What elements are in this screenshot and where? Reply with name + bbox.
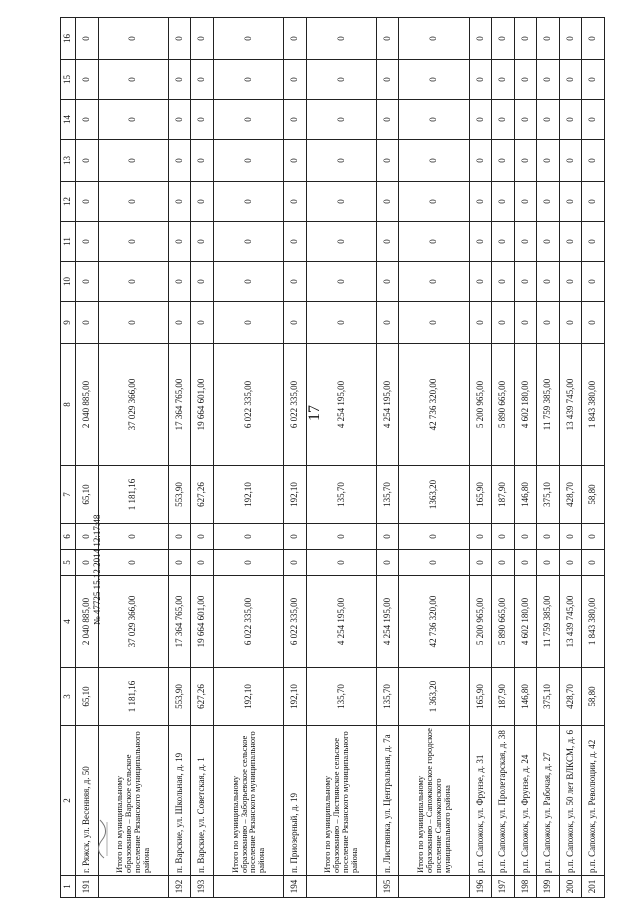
column-header: 10 bbox=[61, 262, 76, 302]
table-cell: 0 bbox=[399, 182, 469, 222]
table-cell: 0 bbox=[306, 302, 376, 344]
table-cell: 0 bbox=[213, 262, 283, 302]
table-cell: 13 439 745,00 bbox=[559, 576, 582, 668]
table-cell: 0 bbox=[514, 222, 537, 262]
table-row bbox=[284, 18, 307, 898]
table-cell: 0 bbox=[168, 222, 191, 262]
table-cell: 0 bbox=[284, 222, 307, 262]
table-cell: 11 759 385,00 bbox=[537, 576, 560, 668]
table-cell: 58,80 bbox=[582, 466, 605, 524]
table-cell: 0 bbox=[582, 302, 605, 344]
table-cell: 4 602 180,00 bbox=[514, 576, 537, 668]
table-cell: 0 bbox=[492, 140, 515, 182]
table-cell: 192,10 bbox=[213, 668, 283, 726]
table-cell: 135,70 bbox=[306, 668, 376, 726]
table-cell: 0 bbox=[376, 524, 399, 550]
table-cell: 194 bbox=[284, 876, 307, 898]
table-cell: 42 736 320,00 bbox=[399, 576, 469, 668]
table-cell: 0 bbox=[537, 60, 560, 100]
table-cell: 0 bbox=[492, 100, 515, 140]
table-cell: 0 bbox=[559, 100, 582, 140]
table-cell: 0 bbox=[284, 140, 307, 182]
table-cell: р.п. Сапожок, ул. Пролетарская, д. 38 bbox=[492, 726, 515, 876]
table-cell: 0 bbox=[399, 140, 469, 182]
column-header: 1 bbox=[61, 876, 76, 898]
table-cell: 1 181,16 bbox=[98, 668, 168, 726]
table-cell: 1 363,20 bbox=[399, 668, 469, 726]
table-cell: 0 bbox=[98, 18, 168, 60]
table-cell: 0 bbox=[376, 550, 399, 576]
table-cell: 58,80 bbox=[582, 668, 605, 726]
table-cell: 0 bbox=[469, 550, 492, 576]
table-cell: р.п. Сапожок, ул. Рабочая, д. 27 bbox=[537, 726, 560, 876]
data-table-wrapper bbox=[60, 18, 605, 898]
column-header: 4 bbox=[61, 576, 76, 668]
table-cell: 0 bbox=[582, 222, 605, 262]
table-cell: 553,90 bbox=[168, 668, 191, 726]
table-cell: 37 029 366,00 bbox=[98, 344, 168, 466]
table-cell: 0 bbox=[559, 60, 582, 100]
table-cell: 0 bbox=[514, 182, 537, 222]
table-cell: 0 bbox=[582, 262, 605, 302]
table-cell: 0 bbox=[213, 550, 283, 576]
table-cell: 0 bbox=[76, 262, 99, 302]
table-cell: 0 bbox=[76, 18, 99, 60]
table-cell: 627,26 bbox=[191, 668, 214, 726]
table-cell: 0 bbox=[559, 550, 582, 576]
table-cell: 0 bbox=[399, 18, 469, 60]
table-cell: 0 bbox=[306, 100, 376, 140]
table-cell: 0 bbox=[191, 222, 214, 262]
table-cell bbox=[306, 876, 376, 898]
table-cell: р.п. Сапожок, ул. Революции, д. 42 bbox=[582, 726, 605, 876]
table-cell: 0 bbox=[284, 60, 307, 100]
table-cell: 0 bbox=[537, 140, 560, 182]
table-cell: 0 bbox=[537, 302, 560, 344]
table-cell: 0 bbox=[306, 524, 376, 550]
table-cell bbox=[213, 876, 283, 898]
column-header: 2 bbox=[61, 726, 76, 876]
table-cell: 6 022 335,00 bbox=[213, 344, 283, 466]
table-cell: 0 bbox=[582, 60, 605, 100]
table-cell: 197 bbox=[492, 876, 515, 898]
footer-registration: № 47725 15.12.2014 12:17:48 bbox=[92, 514, 102, 625]
column-header: 8 bbox=[61, 344, 76, 466]
table-cell: 375,10 bbox=[537, 466, 560, 524]
page-number: 17 bbox=[306, 405, 323, 421]
table-cell: 0 bbox=[514, 18, 537, 60]
table-cell: 0 bbox=[399, 524, 469, 550]
column-header: 12 bbox=[61, 182, 76, 222]
table-cell: 0 bbox=[191, 18, 214, 60]
table-cell: 0 bbox=[492, 302, 515, 344]
table-cell: 0 bbox=[76, 60, 99, 100]
table-cell: 0 bbox=[399, 100, 469, 140]
table-cell: 0 bbox=[537, 524, 560, 550]
table-cell: 0 bbox=[537, 18, 560, 60]
table-cell: 0 bbox=[399, 550, 469, 576]
table-cell bbox=[399, 876, 469, 898]
table-cell: 0 bbox=[213, 140, 283, 182]
table-cell: 19 664 601,00 bbox=[191, 344, 214, 466]
table-cell: 5 890 665,00 bbox=[492, 576, 515, 668]
table-cell: 0 bbox=[376, 18, 399, 60]
table-cell: 0 bbox=[284, 524, 307, 550]
table-cell: 192,10 bbox=[284, 466, 307, 524]
table-cell: п. Приозерный, д. 19 bbox=[284, 726, 307, 876]
table-cell: 37 029 366,00 bbox=[98, 576, 168, 668]
table-cell: 0 bbox=[191, 182, 214, 222]
table-cell: 0 bbox=[376, 262, 399, 302]
table-cell: 0 bbox=[559, 18, 582, 60]
table-cell: 146,80 bbox=[514, 668, 537, 726]
table-row bbox=[559, 18, 582, 898]
data-table bbox=[60, 17, 605, 898]
table-cell: 5 200 965,00 bbox=[469, 576, 492, 668]
table-cell: 0 bbox=[98, 100, 168, 140]
table-cell: 0 bbox=[168, 182, 191, 222]
table-cell: 0 bbox=[537, 182, 560, 222]
table-cell: 146,80 bbox=[514, 466, 537, 524]
table-cell: 0 bbox=[469, 302, 492, 344]
table-cell: 0 bbox=[376, 100, 399, 140]
table-cell: 1363,20 bbox=[399, 466, 469, 524]
table-cell: 0 bbox=[514, 100, 537, 140]
table-cell: п. Варские, ул. Советская, д. 1 bbox=[191, 726, 214, 876]
table-cell: 0 bbox=[76, 182, 99, 222]
table-cell: 0 bbox=[514, 302, 537, 344]
table-cell: 0 bbox=[537, 550, 560, 576]
table-row bbox=[213, 18, 283, 898]
table-cell: 5 890 665,00 bbox=[492, 344, 515, 466]
table-cell: 0 bbox=[306, 262, 376, 302]
table-cell: 6 022 335,00 bbox=[284, 576, 307, 668]
table-cell: 0 bbox=[514, 262, 537, 302]
table-cell: 0 bbox=[492, 18, 515, 60]
column-header: 14 bbox=[61, 100, 76, 140]
table-cell: 0 bbox=[376, 60, 399, 100]
table-row bbox=[537, 18, 560, 898]
table-cell: 0 bbox=[582, 100, 605, 140]
table-cell: 0 bbox=[191, 550, 214, 576]
table-cell: 1 843 380,00 bbox=[582, 344, 605, 466]
table-cell: 0 bbox=[399, 222, 469, 262]
table-cell bbox=[98, 876, 168, 898]
table-cell: 0 bbox=[469, 222, 492, 262]
table-cell: 0 bbox=[514, 524, 537, 550]
table-cell: 0 bbox=[191, 60, 214, 100]
table-cell: 0 bbox=[284, 262, 307, 302]
table-cell: 19 664 601,00 bbox=[191, 576, 214, 668]
table-row bbox=[469, 18, 492, 898]
table-cell: 0 bbox=[537, 100, 560, 140]
table-cell: 135,70 bbox=[376, 466, 399, 524]
table-cell: г. Ряжск, ул. Весенняя, д. 50 bbox=[76, 726, 99, 876]
table-cell: 5 200 965,00 bbox=[469, 344, 492, 466]
table-cell: Итого по муниципальному образованию – Варское сельское поселение Рязанского муниципального района bbox=[98, 726, 168, 876]
table-cell: 0 bbox=[469, 100, 492, 140]
table-cell: 0 bbox=[492, 182, 515, 222]
table-cell: 1 181,16 bbox=[98, 466, 168, 524]
table-cell: 428,70 bbox=[559, 466, 582, 524]
table-cell: 42 736 320,00 bbox=[399, 344, 469, 466]
table-cell: Итого по муниципальному образованию – Заборьевское сельское поселение Рязанского муниципального района bbox=[213, 726, 283, 876]
table-cell: 0 bbox=[168, 18, 191, 60]
table-cell: 6 022 335,00 bbox=[284, 344, 307, 466]
table-cell: 4 254 195,00 bbox=[376, 344, 399, 466]
table-cell: 0 bbox=[98, 60, 168, 100]
table-cell: 0 bbox=[98, 524, 168, 550]
table-cell: 6 022 335,00 bbox=[213, 576, 283, 668]
table-cell: 0 bbox=[514, 550, 537, 576]
table-body bbox=[76, 18, 605, 898]
table-cell: 135,70 bbox=[306, 466, 376, 524]
table-cell: 0 bbox=[306, 60, 376, 100]
table-cell: 1 843 380,00 bbox=[582, 576, 605, 668]
table-cell: 198 bbox=[514, 876, 537, 898]
table-cell: 0 bbox=[514, 60, 537, 100]
table-cell: 0 bbox=[376, 182, 399, 222]
stamp-logo-icon bbox=[92, 818, 110, 860]
table-cell: 0 bbox=[98, 302, 168, 344]
table-cell: 196 bbox=[469, 876, 492, 898]
table-cell: 0 bbox=[306, 550, 376, 576]
table-cell: 0 bbox=[168, 60, 191, 100]
table-cell: 195 bbox=[376, 876, 399, 898]
table-cell: 553,90 bbox=[168, 466, 191, 524]
table-cell: п. Варские, ул. Школьная, д. 19 bbox=[168, 726, 191, 876]
table-cell: 2 040 885,00 bbox=[76, 344, 99, 466]
table-cell: 428,70 bbox=[559, 668, 582, 726]
table-cell: 0 bbox=[213, 524, 283, 550]
table-cell: 0 bbox=[376, 140, 399, 182]
table-cell: 0 bbox=[284, 18, 307, 60]
table-cell: 0 bbox=[582, 140, 605, 182]
table-cell: 0 bbox=[76, 100, 99, 140]
table-cell: 0 bbox=[399, 262, 469, 302]
table-cell: 4 254 195,00 bbox=[376, 576, 399, 668]
table-cell: 0 bbox=[168, 140, 191, 182]
table-cell: 0 bbox=[76, 222, 99, 262]
table-cell: 0 bbox=[98, 140, 168, 182]
column-header: 16 bbox=[61, 18, 76, 60]
column-header: 5 bbox=[61, 550, 76, 576]
table-cell: 0 bbox=[559, 222, 582, 262]
table-cell: 0 bbox=[76, 550, 99, 576]
table-cell: 0 bbox=[213, 18, 283, 60]
table-cell: 0 bbox=[582, 182, 605, 222]
column-header: 6 bbox=[61, 524, 76, 550]
table-cell: 2 040 885,00 bbox=[76, 576, 99, 668]
table-cell: 0 bbox=[582, 18, 605, 60]
table-cell: 13 439 745,00 bbox=[559, 344, 582, 466]
table-cell: 191 bbox=[76, 876, 99, 898]
table-cell: 0 bbox=[284, 182, 307, 222]
table-cell: 4 254 195,00 bbox=[306, 344, 376, 466]
table-cell: 0 bbox=[76, 302, 99, 344]
table-cell: 135,70 bbox=[376, 668, 399, 726]
table-cell: 0 bbox=[376, 302, 399, 344]
table-cell: 0 bbox=[306, 18, 376, 60]
table-cell: 0 bbox=[98, 262, 168, 302]
table-row bbox=[306, 18, 376, 898]
table-cell: р.п. Сапожок, ул. Фрунзе, д. 31 bbox=[469, 726, 492, 876]
table-cell: 0 bbox=[191, 140, 214, 182]
table-cell: 65,10 bbox=[76, 668, 99, 726]
table-cell: 187,90 bbox=[492, 668, 515, 726]
table-cell: 165,90 bbox=[469, 668, 492, 726]
table-cell: 0 bbox=[168, 550, 191, 576]
table-cell: 0 bbox=[469, 18, 492, 60]
table-cell: 0 bbox=[559, 182, 582, 222]
table-cell: р.п. Сапожок, ул. Фрунзе, д. 24 bbox=[514, 726, 537, 876]
table-cell: 0 bbox=[306, 182, 376, 222]
table-cell: 0 bbox=[191, 262, 214, 302]
table-cell: 0 bbox=[284, 550, 307, 576]
column-header: 13 bbox=[61, 140, 76, 182]
table-cell: 4 602 180,00 bbox=[514, 344, 537, 466]
table-cell: 0 bbox=[469, 140, 492, 182]
table-cell: 0 bbox=[213, 60, 283, 100]
table-row bbox=[376, 18, 399, 898]
table-cell: 192,10 bbox=[213, 466, 283, 524]
table-cell: 0 bbox=[492, 262, 515, 302]
column-header: 3 bbox=[61, 668, 76, 726]
table-cell: 0 bbox=[559, 262, 582, 302]
table-cell: 0 bbox=[168, 262, 191, 302]
table-cell: 0 bbox=[168, 302, 191, 344]
table-cell: 0 bbox=[76, 524, 99, 550]
table-row bbox=[514, 18, 537, 898]
table-cell: 0 bbox=[537, 262, 560, 302]
table-cell: 199 bbox=[537, 876, 560, 898]
table-row bbox=[191, 18, 214, 898]
table-cell: 0 bbox=[191, 524, 214, 550]
table-cell: 0 bbox=[514, 140, 537, 182]
table-cell: 193 bbox=[191, 876, 214, 898]
table-cell: Итого по муниципальному образованию – Листвянское сельское поселение Рязанского муниципального района bbox=[306, 726, 376, 876]
table-cell: 0 bbox=[492, 550, 515, 576]
table-cell: 0 bbox=[213, 302, 283, 344]
table-cell: 201 bbox=[582, 876, 605, 898]
table-cell: 0 bbox=[537, 222, 560, 262]
table-cell: 4 254 195,00 bbox=[306, 576, 376, 668]
column-header: 15 bbox=[61, 60, 76, 100]
table-cell: 0 bbox=[306, 222, 376, 262]
table-cell: 0 bbox=[376, 222, 399, 262]
table-cell: 65,10 bbox=[76, 466, 99, 524]
table-cell: 0 bbox=[168, 524, 191, 550]
header-row bbox=[61, 18, 76, 898]
column-header: 9 bbox=[61, 302, 76, 344]
table-cell: 0 bbox=[559, 140, 582, 182]
table-cell: 0 bbox=[399, 302, 469, 344]
table-cell: 0 bbox=[492, 524, 515, 550]
table-cell: 0 bbox=[213, 182, 283, 222]
table-cell: 11 759 385,00 bbox=[537, 344, 560, 466]
table-cell: 0 bbox=[284, 302, 307, 344]
table-cell: 0 bbox=[469, 262, 492, 302]
table-row bbox=[98, 18, 168, 898]
table-cell: 375,10 bbox=[537, 668, 560, 726]
table-cell: 0 bbox=[306, 140, 376, 182]
table-cell: 0 bbox=[469, 524, 492, 550]
table-cell: 0 bbox=[213, 100, 283, 140]
table-cell: 0 bbox=[582, 524, 605, 550]
table-cell: Итого по муниципальному образованию – Сапожковское городское поселение Сапожковского муниципального района bbox=[399, 726, 469, 876]
table-cell: 187,90 bbox=[492, 466, 515, 524]
table-cell: 200 bbox=[559, 876, 582, 898]
column-header: 7 bbox=[61, 466, 76, 524]
table-cell: 17 364 765,00 bbox=[168, 344, 191, 466]
table-row bbox=[582, 18, 605, 898]
table-cell: 0 bbox=[98, 550, 168, 576]
table-row bbox=[168, 18, 191, 898]
table-cell: 0 bbox=[559, 524, 582, 550]
table-cell: 192,10 bbox=[284, 668, 307, 726]
table-cell: 0 bbox=[76, 140, 99, 182]
table-cell: 0 bbox=[492, 60, 515, 100]
table-cell: 0 bbox=[98, 182, 168, 222]
table-cell: 0 bbox=[98, 222, 168, 262]
table-cell: 0 bbox=[559, 302, 582, 344]
table-cell: п. Листвянка, ул. Центральная, д. 7а bbox=[376, 726, 399, 876]
table-cell: 0 bbox=[469, 182, 492, 222]
table-cell: 165,90 bbox=[469, 466, 492, 524]
table-cell: 0 bbox=[284, 100, 307, 140]
table-cell: 192 bbox=[168, 876, 191, 898]
table-cell: 0 bbox=[469, 60, 492, 100]
table-cell: 0 bbox=[582, 550, 605, 576]
table-cell: 0 bbox=[191, 302, 214, 344]
table-cell: 0 bbox=[492, 222, 515, 262]
table-cell: 0 bbox=[213, 222, 283, 262]
table-cell: 0 bbox=[168, 100, 191, 140]
table-cell: 17 364 765,00 bbox=[168, 576, 191, 668]
column-header: 11 bbox=[61, 222, 76, 262]
table-row bbox=[399, 18, 469, 898]
table-row bbox=[492, 18, 515, 898]
table-cell: 627,26 bbox=[191, 466, 214, 524]
table-cell: 0 bbox=[191, 100, 214, 140]
table-cell: р.п. Сапожок, ул. 50 лет ВЛКСМ, д. 6 bbox=[559, 726, 582, 876]
table-cell: 0 bbox=[399, 60, 469, 100]
